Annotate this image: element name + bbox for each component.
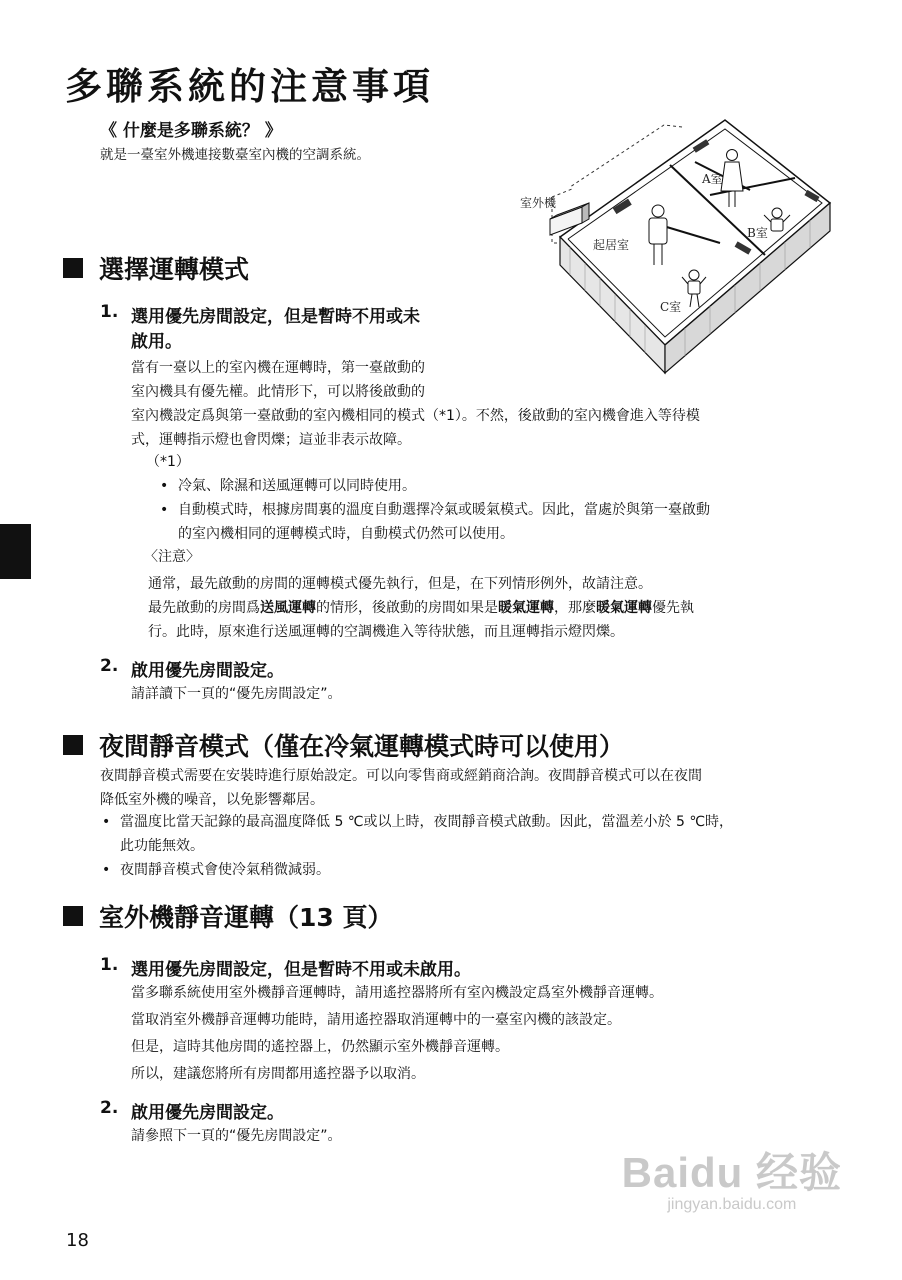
list-item-continuation: 的室內機相同的運轉模式時，自動模式仍然可以使用。 [178, 526, 514, 542]
body-line: 當多聯系統使用室外機靜音運轉時，請用遙控器將所有室內機設定爲室外機靜音運轉。 [131, 985, 663, 1001]
room-c-label: C室 [660, 300, 682, 314]
living-room-label: 起居室 [593, 238, 630, 252]
body-line: 降低室外機的噪音，以免影響鄰居。 [100, 792, 324, 808]
room-a-label: A室 [702, 172, 723, 186]
note-bullet-list [160, 474, 850, 546]
item-body [131, 980, 663, 1088]
watermark [622, 1140, 842, 1214]
multi-system-diagram [510, 115, 840, 375]
bullet-icon: • [102, 862, 111, 878]
item-heading-line2: 啟用。 [131, 332, 182, 352]
body-line: 但是，這時其他房間的遙控器上，仍然顯示室外機靜音運轉。 [131, 1039, 509, 1055]
body-line: 室內機具有優先權。此情形下，可以將後啟動的 [131, 384, 425, 400]
section-square-icon [63, 258, 83, 278]
watermark-logo: Baidu 经验 [621, 1149, 842, 1196]
caution-label: 〈注意〉 [144, 549, 200, 565]
note-reference: （*1） [146, 454, 190, 470]
section-title: 室外機靜音運轉（13 頁） [99, 903, 393, 932]
what-is-heading: 《 什麼是多聯系統？ 》 [100, 121, 282, 141]
body-line: 式，運轉指示燈也會閃爍；這並非表示故障。 [131, 432, 411, 448]
chapter-tab-marker [0, 524, 31, 579]
caution-line: 行。此時，原來進行送風運轉的空調機進入等待狀態，而且運轉指示燈閃爍。 [148, 624, 624, 640]
item-heading: 啟用優先房間設定。 [131, 661, 284, 681]
body-line: 室內機設定爲與第一臺啟動的室內機相同的模式（*1）。不然，後啟動的室內機會進入等待模 [131, 408, 700, 424]
section-square-icon [63, 735, 83, 755]
definition-text: 就是一臺室外機連接數臺室內機的空調系統。 [100, 147, 370, 163]
page-number: 18 [66, 1230, 89, 1251]
item-number: 1. [100, 302, 119, 322]
bullet-icon: • [102, 814, 111, 830]
list-item: • 冷氣、除濕和送風運轉可以同時使用。 [160, 474, 850, 498]
section-title: 選擇運轉模式 [99, 255, 250, 284]
list-item-continuation: 此功能無效。 [120, 838, 204, 854]
body-line: 當取消室外機靜音運轉功能時，請用遙控器取消運轉中的一臺室內機的該設定。 [131, 1012, 621, 1028]
section-heading-outdoor-quiet [63, 898, 393, 934]
page-title: 多聯系統的注意事項 [65, 65, 434, 108]
room-b-label: B室 [747, 226, 768, 240]
body-line: 當有一臺以上的室內機在運轉時，第一臺啟動的 [131, 360, 425, 376]
item-text: 請詳讀下一頁的“優先房間設定”。 [131, 686, 342, 702]
section-heading-mode [63, 250, 249, 286]
section-title: 夜間靜音模式（僅在冷氣運轉模式時可以使用） [99, 732, 625, 761]
item-body [131, 356, 700, 452]
item-number: 2. [100, 1098, 119, 1118]
bullet-icon: • [160, 502, 169, 518]
caution-text [148, 572, 694, 644]
caution-line: 通常，最先啟動的房間的運轉模式優先執行，但是，在下列情形例外，故請注意。 [148, 576, 652, 592]
outdoor-unit-label: 室外機 [520, 196, 557, 210]
section-heading-night-quiet [63, 727, 624, 763]
item-heading: 選用優先房間設定，但是暫時不用或未啟用。 [131, 960, 471, 980]
list-item: • 自動模式時，根據房間裏的溫度自動選擇冷氣或暖氣模式。因此，當處於與第一臺啟動 [160, 498, 850, 522]
item-number: 2. [100, 656, 119, 676]
watermark-url: jingyan.baidu.com [667, 1196, 797, 1213]
item-heading: 啟用優先房間設定。 [131, 1103, 284, 1123]
body-line: 夜間靜音模式需要在安裝時進行原始設定。可以向零售商或經銷商洽詢。夜間靜音模式可以在夜間 [100, 768, 702, 784]
body-line: 所以，建議您將所有房間都用遙控器予以取消。 [131, 1066, 425, 1082]
item-heading-line1: 選用優先房間設定，但是暫時不用或未 [131, 307, 420, 327]
list-item: • 夜間靜音模式會使冷氣稍微減弱。 [102, 858, 862, 882]
section-square-icon [63, 906, 83, 926]
bullet-icon: • [160, 478, 169, 494]
list-item: • 當溫度比當天記錄的最高溫度降低 5 ℃或以上時，夜間靜音模式啟動。因此，當溫差小於 5 ℃時， [102, 810, 862, 834]
section-body [100, 764, 702, 812]
item-text: 請參照下一頁的“優先房間設定”。 [131, 1128, 342, 1144]
item-number: 1. [100, 955, 119, 975]
night-quiet-bullets [102, 810, 862, 882]
caution-line: 最先啟動的房間爲送風運轉的情形，後啟動的房間如果是暖氣運轉，那麼暖氣運轉優先執 [148, 600, 694, 616]
